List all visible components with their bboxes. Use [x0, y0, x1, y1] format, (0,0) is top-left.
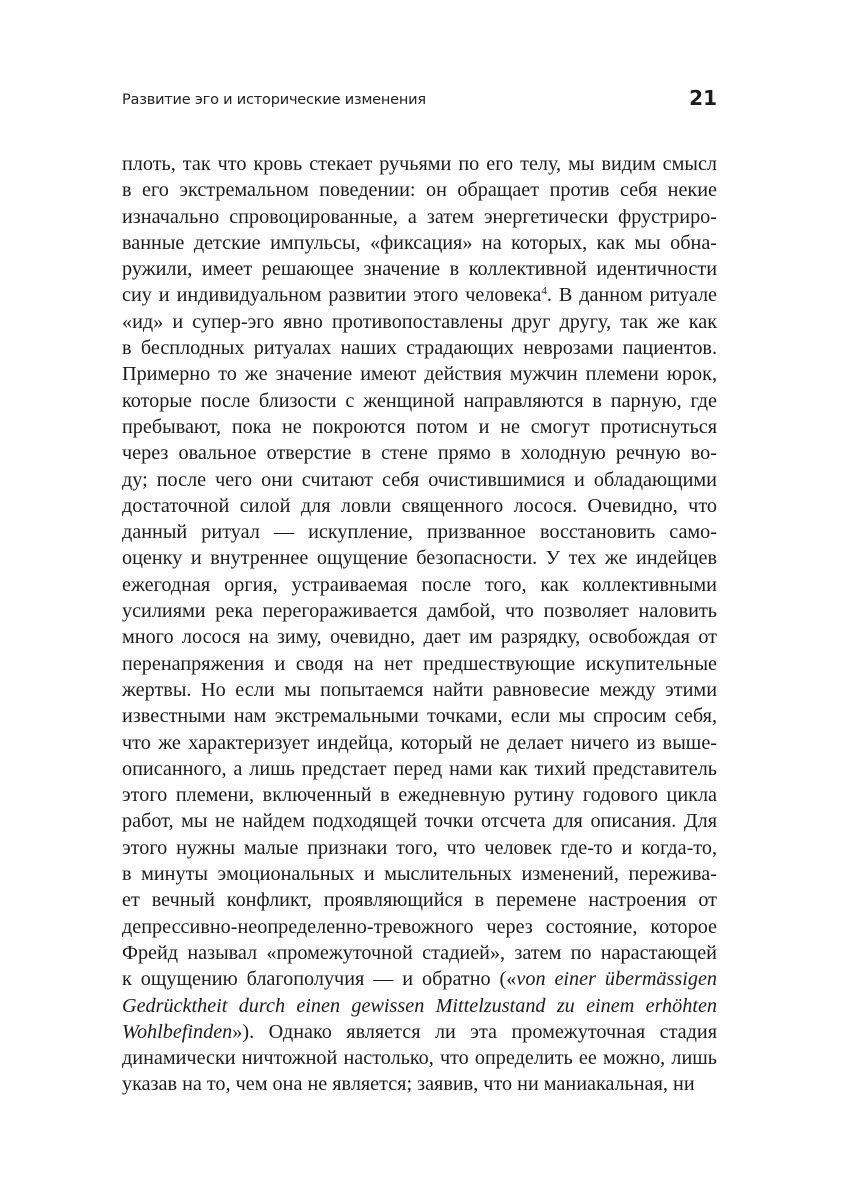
text-line: в бесплодных ритуалах наших страдающих неврозами пациентов.	[122, 337, 717, 360]
text-line: указав на то, чем она не является; заявив, что ни маниакальная, ни	[122, 1073, 695, 1096]
text-line: перенапряжения и сводя на нет предшествующие искупительные	[122, 652, 717, 675]
text-line: Примерно то же значение имеют действия мужчин племени юрок,	[122, 363, 717, 386]
text-line	[122, 282, 717, 308]
text-line	[122, 1019, 717, 1045]
text-line: изначально спровоцированные, а затем энергетически фрустриро-	[122, 205, 717, 228]
text-segment: . В данном ритуале	[546, 284, 717, 307]
text-line: достаточной силой для ловли священного лосося. Очевидно, что	[122, 494, 717, 517]
text-line: этого племени, включенный в ежедневную рутину годового цикла	[122, 784, 717, 807]
page-number: 21	[689, 86, 717, 110]
text-line: в его экстремальном поведении: он обращает против себя некие	[122, 179, 717, 202]
german-quote: von einer übermässigen	[516, 968, 717, 991]
text-line: ружили, имеет решающее значение в коллективной идентичности	[122, 258, 717, 281]
text-segment: к ощущению благополучия — и обратно («	[122, 968, 517, 991]
text-line: ванные детские импульсы, «фиксация» на которых, как мы обна-	[122, 231, 717, 254]
text-line: оценку и внутреннее ощущение безопасности. У тех же индейцев	[122, 547, 717, 570]
text-segment: »). Однако является ли эта промежуточная стадия	[232, 1020, 717, 1043]
text-line: работ, мы не найдем подходящей точки отсчета для описания. Для	[122, 810, 717, 833]
text-line: описанного, а лишь предстает перед нами как тихий представитель	[122, 757, 717, 780]
text-line: депрессивно-неопределенно-тревожного через состояние, которое	[122, 915, 717, 938]
running-head	[122, 86, 717, 116]
text-line: пребывают, пока не покроются потом и не смогут протиснуться	[122, 415, 717, 438]
text-line: усилиями река перегораживается дамбой, что позволяет наловить	[122, 600, 717, 623]
running-title: Развитие эго и исторические изменения	[122, 92, 426, 108]
body-text	[122, 151, 717, 1098]
text-line: много лосося на зиму, очевидно, дает им разрядку, освобождая от	[122, 626, 717, 649]
text-line: через овальное отверстие в стене прямо в холодную речную во-	[122, 442, 717, 465]
text-line: ежегодная оргия, устраиваемая после того, как коллективными	[122, 573, 717, 596]
footnote-marker: 4	[541, 285, 547, 298]
text-line: этого нужны малые признаки того, что человек где-то и когда-то,	[122, 836, 717, 859]
text-line	[122, 966, 717, 992]
text-line: динамически ничтожной настолько, что определить ее можно, лишь	[122, 1047, 717, 1070]
text-line: что же характеризует индейца, который не делает ничего из выше-	[122, 731, 717, 754]
german-quote: Wohlbefinden	[122, 1020, 233, 1043]
text-line: данный ритуал — искупление, призванное восстановить само-	[122, 521, 717, 544]
text-line: ет вечный конфликт, проявляющийся в перемене настроения от	[122, 889, 717, 912]
text-line	[122, 993, 717, 1019]
text-segment: сиу и индивидуальном развитии этого человека	[122, 284, 542, 307]
text-line: известными нам экстремальными точками, если мы спросим себя,	[122, 705, 717, 728]
text-line: Фрейд называл «промежуточной стадией», затем по нарастающей	[122, 941, 717, 964]
german-quote: Gedrücktheit durch einen gewissen Mittelzustand zu einem erhöhten	[122, 994, 717, 1017]
text-line: которые после близости с женщиной направляются в парную, где	[122, 389, 717, 412]
text-line: ду; после чего они считают себя очистившимися и обладающими	[122, 468, 717, 491]
text-line: жертвы. Но если мы попытаемся найти равновесие между этими	[122, 678, 717, 701]
text-line: плоть, так что кровь стекает ручьями по его телу, мы видим смысл	[122, 153, 717, 175]
text-line: в минуты эмоциональных и мыслительных изменений, пережива-	[122, 863, 717, 886]
text-line: «ид» и супер-эго явно противопоставлены друг другу, так же как	[122, 310, 717, 333]
